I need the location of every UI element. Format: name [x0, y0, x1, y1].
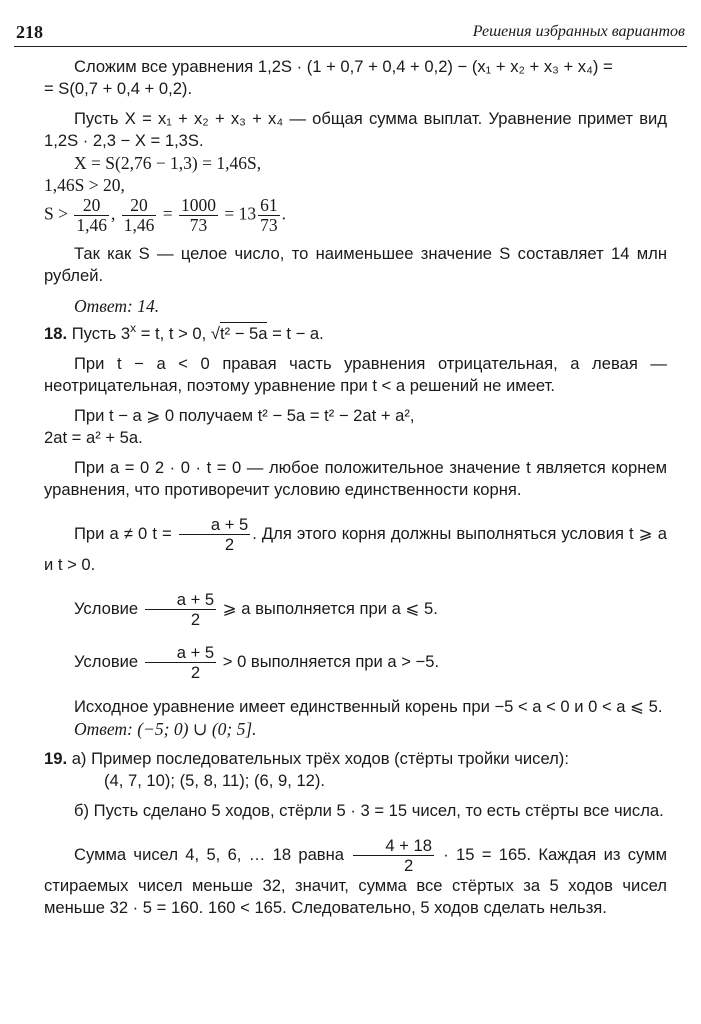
text-line-sum: Сумма чисел 4, 5, 6, … 18 равна $\frac{4 + 18}{2}$ · 15 = 165. Каждая из сумм стираемых чисел меньше 32, значит, сумма все стёртых за 5 ходов чисел меньше 32 · 5 = 160. 160 < 165. Следовательно, 5 ходов сделать нельзя.	[44, 836, 667, 917]
page-body	[44, 56, 667, 919]
fraction-1000-over-73: $\frac{1000}{73}$	[180, 195, 216, 235]
fraction-a5-over-2-c2: $\frac{a + 5}{2}$	[145, 643, 216, 682]
text-line-2: = S(0,7 + 0,4 + 0,2).	[44, 79, 193, 98]
fraction-61-over-73: $\frac{61}{73}$	[260, 195, 278, 235]
problem-19-start: 19. а) Пример последовательных трёх ходов (стёрты тройки чисел):	[44, 749, 569, 768]
problem-number-19: 19.	[44, 749, 68, 768]
text-line-a-nonzero: При a ≠ 0 t = $\frac{a + 5}{2}$ . Для этого корня должны выполняться условия t ⩾ a и t > 0.	[44, 515, 667, 574]
text-line-integer: Так как S — целое число, то наименьшее значение S составляет 14 млн рублей.	[44, 244, 667, 285]
fraction-20-over-146: $\frac{20}{1,46}$	[76, 195, 107, 235]
triples-example: (4, 7, 10); (5, 8, 11); (6, 9, 12).	[104, 771, 326, 790]
condition-2: Условие $\frac{a + 5}{2}$ > 0 выполняется при a > −5.	[74, 643, 440, 682]
answer-18: Ответ: (−5; 0) ∪ (0; 5].	[74, 719, 257, 739]
condition-1: Условие $\frac{a + 5}{2}$ ⩾ a выполняется при a ⩽ 5.	[74, 590, 438, 629]
fraction-line-prefix: S >	[44, 203, 68, 224]
fraction-line: S > $\frac{20}{1,46}$ , $\frac{20}{1,46}$ = $\frac{1000}{73}$ = 13 $\frac{61}{73}$ .	[44, 195, 286, 235]
running-title: Решения избранных вариантов	[472, 23, 685, 40]
text-line-3: Пусть X = x₁ + x₂ + x₃ + x₄ — общая сумма выплат. Уравнение примет вид 1,2S · 2,3 − X = 1,3S.	[44, 109, 667, 150]
fraction-a5-over-2: $\frac{a + 5}{2}$	[179, 515, 250, 554]
answer-17: Ответ: 14.	[74, 296, 160, 316]
equation-2at: 2at = a² + 5a.	[44, 428, 143, 447]
text-line-nonneg: При t − a ⩾ 0 получаем t² − 5a = t² − 2at + a²,	[74, 406, 415, 425]
text-line-negative: При t − a < 0 правая часть уравнения отрицательная, а левая — неотрицательная, поэтому уравнение при t < a решений не имеет.	[44, 354, 667, 395]
fraction-4-18-over-2: $\frac{4 + 18}{2}$	[353, 836, 434, 875]
text-line-a-zero: При a = 0 2 · 0 · t = 0 — любое положительное значение t является корнем уравнения, что противоречит условию единственности корня.	[44, 458, 667, 499]
text-line-1: Сложим все уравнения 1,2S · (1 + 0,7 + 0,4 + 0,2) − (x₁ + x₂ + x₃ + x₄) =	[74, 57, 613, 76]
header-rule	[14, 46, 687, 47]
problem-18-start: 18. Пусть $3^x = t$, t > 0, √t² − 5a = t − a.	[44, 321, 324, 343]
page-header	[14, 0, 687, 50]
problem-number-18: 18.	[44, 324, 68, 343]
text-line-unique-root: Исходное уравнение имеет единственный корень при −5 < a < 0 и 0 < a ⩽ 5.	[74, 697, 663, 716]
equation-x: X = S(2,76 − 1,3) = 1,46S,	[74, 153, 262, 173]
inequality-s: 1,46S > 20,	[44, 175, 125, 195]
fraction-20-over-146-b: $\frac{20}{1,46}$	[123, 195, 155, 235]
page-number: 218	[16, 22, 43, 42]
fraction-a5-over-2-c1: $\frac{a + 5}{2}$	[145, 590, 216, 629]
text-line-part-b: б) Пусть сделано 5 ходов, стёрли 5 · 3 = 15 чисел, то есть стёрты все числа.	[74, 801, 664, 820]
